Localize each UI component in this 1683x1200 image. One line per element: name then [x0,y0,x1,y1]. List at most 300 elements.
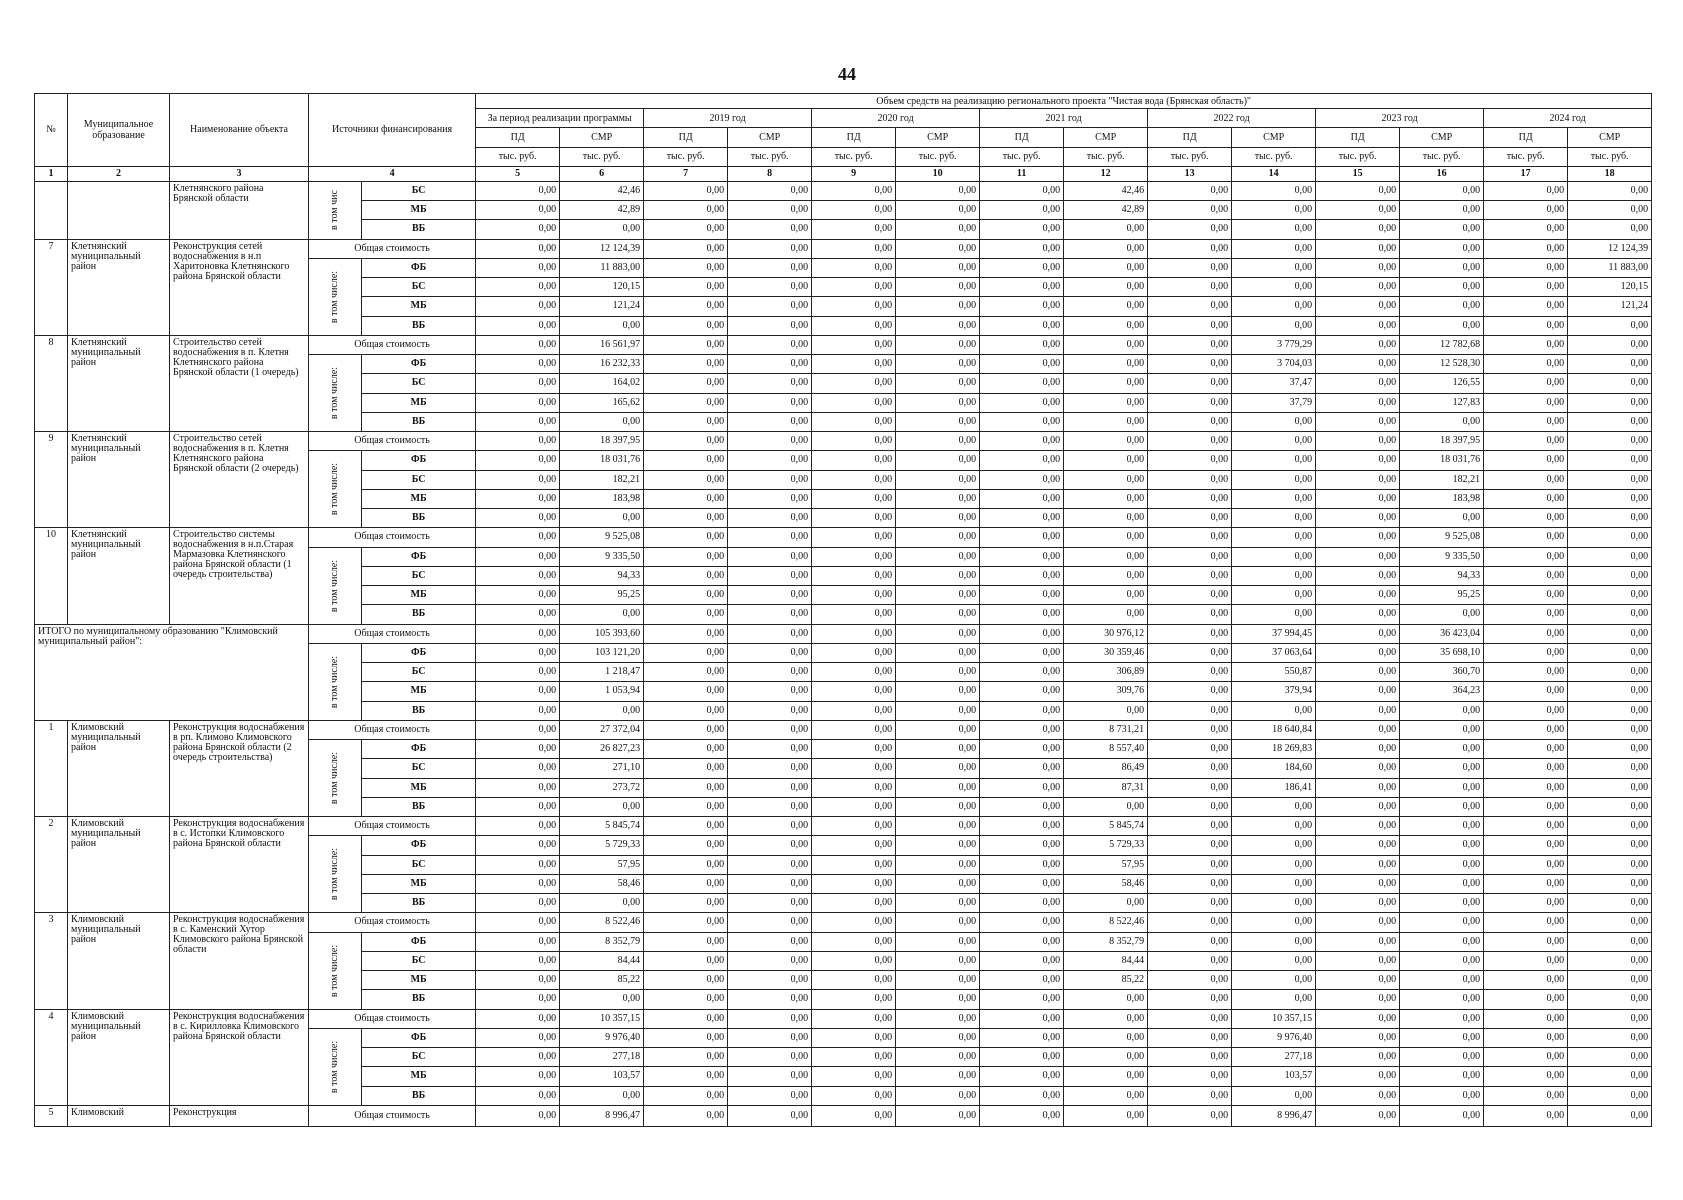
source-code: ФБ [362,547,476,566]
source-code: МБ [362,489,476,508]
source-code: БС [362,855,476,874]
municipality-cell: Климовский муниципальный район [68,1009,170,1105]
value-cell: 0,00 [1484,335,1568,354]
row-number: 7 [35,239,68,335]
financing-table-container [34,93,1652,1127]
value-cell: 0,00 [728,278,812,297]
value-cell: 0,00 [728,1009,812,1028]
value-cell: 8 996,47 [560,1105,644,1126]
value-cell: 87,31 [1064,778,1148,797]
value-cell: 0,00 [896,432,980,451]
value-cell: 0,00 [1568,201,1652,220]
value-cell: 0,00 [560,605,644,624]
value-cell: 0,00 [896,586,980,605]
value-cell: 0,00 [644,778,728,797]
value-cell: 0,00 [1484,355,1568,374]
value-cell: 0,00 [980,335,1064,354]
value-cell: 0,00 [1148,836,1232,855]
value-cell: 0,00 [476,759,560,778]
value-cell: 0,00 [812,624,896,643]
in-total-text: в том числе: [329,270,341,323]
value-cell: 0,00 [1316,759,1400,778]
value-cell: 0,00 [1232,817,1316,836]
value-cell: 0,00 [728,393,812,412]
source-code: БС [362,566,476,585]
value-cell: 0,00 [896,643,980,662]
value-cell: 0,00 [476,951,560,970]
value-cell: 0,00 [728,201,812,220]
value-cell: 0,00 [980,566,1064,585]
header-unit: тыс. руб. [1400,147,1484,166]
value-cell: 0,00 [1484,278,1568,297]
value-cell: 95,25 [560,586,644,605]
source-code: МБ [362,1067,476,1086]
value-cell: 0,00 [980,470,1064,489]
value-cell: 0,00 [1484,547,1568,566]
value-cell: 0,00 [812,817,896,836]
source-code: МБ [362,297,476,316]
value-cell: 165,62 [560,393,644,412]
value-cell: 0,00 [644,971,728,990]
value-cell: 1 053,94 [560,682,644,701]
header-volume: Объем средств на реализацию регионального проекта "Чистая вода (Брянская область)" [476,94,1652,109]
value-cell: 0,00 [812,393,896,412]
row-number: 9 [35,432,68,528]
value-cell: 0,00 [644,374,728,393]
value-cell: 0,00 [728,913,812,932]
value-cell: 0,00 [1484,297,1568,316]
value-cell: 0,00 [1232,701,1316,720]
value-cell: 0,00 [1232,971,1316,990]
value-cell: 0,00 [980,932,1064,951]
value-cell: 0,00 [476,740,560,759]
value-cell: 309,76 [1064,682,1148,701]
value-cell: 0,00 [1316,874,1400,893]
source-code: БС [362,759,476,778]
in-total-vertical-label [309,258,362,335]
value-cell: 0,00 [980,297,1064,316]
in-total-vertical-label [309,836,362,913]
value-cell: 57,95 [560,855,644,874]
value-cell: 0,00 [980,201,1064,220]
value-cell: 360,70 [1400,663,1484,682]
value-cell: 0,00 [1232,951,1316,970]
value-cell: 0,00 [728,374,812,393]
value-cell: 0,00 [1064,278,1148,297]
value-cell: 0,00 [980,278,1064,297]
value-cell: 0,00 [728,258,812,277]
value-cell: 121,24 [560,297,644,316]
object-name-cell: Строительство сетей водоснабжения в п. Клетня Клетнянского района Брянской области (2 очередь) [170,432,309,528]
value-cell: 0,00 [1148,489,1232,508]
in-total-text: в том чис [329,190,341,231]
value-cell: 0,00 [1400,836,1484,855]
value-cell: 0,00 [644,547,728,566]
source-code: МБ [362,586,476,605]
value-cell: 0,00 [1316,624,1400,643]
value-cell: 0,00 [1148,605,1232,624]
header-period: 2024 год [1484,109,1652,128]
value-cell: 18 269,83 [1232,740,1316,759]
value-cell: 42,46 [1064,181,1148,200]
value-cell: 0,00 [476,239,560,258]
header-sources: Источники финансирования [309,94,476,167]
value-cell: 0,00 [1316,720,1400,739]
value-cell: 94,33 [560,566,644,585]
value-cell: 0,00 [476,1009,560,1028]
value-cell: 0,00 [980,1086,1064,1105]
value-cell: 0,00 [1400,1105,1484,1126]
value-cell: 0,00 [1316,951,1400,970]
header-smr: СМР [1064,128,1148,147]
value-cell: 0,00 [1064,1009,1148,1028]
header-col-number: 17 [1484,166,1568,181]
source-code: БС [362,663,476,682]
value-cell: 0,00 [1484,663,1568,682]
value-cell: 0,00 [728,297,812,316]
value-cell: 0,00 [1232,181,1316,200]
value-cell: 0,00 [476,913,560,932]
value-cell: 0,00 [728,778,812,797]
table-row [35,624,1652,643]
value-cell: 0,00 [1400,220,1484,239]
value-cell: 8 731,21 [1064,720,1148,739]
value-cell: 35 698,10 [1400,643,1484,662]
value-cell: 0,00 [1064,220,1148,239]
value-cell: 0,00 [476,355,560,374]
value-cell: 36 423,04 [1400,624,1484,643]
value-cell: 0,00 [1568,393,1652,412]
value-cell: 0,00 [1148,1067,1232,1086]
value-cell: 0,00 [812,451,896,470]
value-cell: 0,00 [1316,605,1400,624]
value-cell: 0,00 [812,181,896,200]
value-cell: 0,00 [1316,1105,1400,1126]
value-cell: 0,00 [476,220,560,239]
header-unit: тыс. руб. [1568,147,1652,166]
value-cell: 0,00 [476,470,560,489]
value-cell: 0,00 [1400,990,1484,1009]
header-col-number: 3 [170,166,309,181]
value-cell: 0,00 [476,836,560,855]
value-cell: 0,00 [980,1009,1064,1028]
value-cell: 364,23 [1400,682,1484,701]
header-column-numbers-row [35,166,1652,181]
value-cell: 0,00 [980,220,1064,239]
object-name-cell: Строительство сетей водоснабжения в п. Клетня Клетнянского района Брянской области (1 очередь) [170,335,309,431]
value-cell: 0,00 [980,759,1064,778]
value-cell: 27 372,04 [560,720,644,739]
row-number: 3 [35,913,68,1009]
value-cell: 0,00 [560,797,644,816]
value-cell: 0,00 [1484,817,1568,836]
source-total-label: Общая стоимость [309,1009,476,1028]
value-cell: 0,00 [644,663,728,682]
value-cell: 0,00 [476,894,560,913]
value-cell: 0,00 [644,489,728,508]
value-cell: 120,15 [560,278,644,297]
value-cell: 8 522,46 [560,913,644,932]
value-cell: 0,00 [1232,932,1316,951]
value-cell: 0,00 [644,701,728,720]
value-cell: 0,00 [1568,817,1652,836]
value-cell: 0,00 [812,489,896,508]
header-unit: тыс. руб. [980,147,1064,166]
value-cell: 0,00 [812,528,896,547]
value-cell: 8 996,47 [1232,1105,1316,1126]
value-cell: 0,00 [476,528,560,547]
value-cell: 12 528,30 [1400,355,1484,374]
value-cell: 0,00 [644,335,728,354]
value-cell: 0,00 [1568,374,1652,393]
value-cell: 0,00 [1568,1105,1652,1126]
value-cell: 0,00 [812,297,896,316]
value-cell: 0,00 [812,797,896,816]
value-cell: 0,00 [1568,355,1652,374]
header-period: 2021 год [980,109,1148,128]
in-total-vertical-label [309,932,362,1009]
value-cell: 0,00 [980,451,1064,470]
value-cell: 0,00 [980,528,1064,547]
value-cell: 0,00 [812,1009,896,1028]
header-pd: ПД [1316,128,1400,147]
municipality-cell: Клетнянский муниципальный район [68,432,170,528]
value-cell: 30 359,46 [1064,643,1148,662]
row-number [35,181,68,239]
value-cell: 0,00 [896,1028,980,1047]
value-cell: 0,00 [1148,1009,1232,1028]
value-cell: 0,00 [1148,1105,1232,1126]
source-code: ВБ [362,220,476,239]
value-cell: 0,00 [644,932,728,951]
value-cell: 0,00 [896,951,980,970]
value-cell: 0,00 [728,740,812,759]
header-smr: СМР [560,128,644,147]
value-cell: 58,46 [1064,874,1148,893]
value-cell: 0,00 [644,566,728,585]
source-code: БС [362,374,476,393]
value-cell: 0,00 [644,720,728,739]
value-cell: 0,00 [1064,316,1148,335]
header-municipality: Муниципальное образование [68,94,170,167]
value-cell: 1 218,47 [560,663,644,682]
header-period: 2019 год [644,109,812,128]
value-cell: 37 063,64 [1232,643,1316,662]
value-cell: 182,21 [1400,470,1484,489]
value-cell: 16 561,97 [560,335,644,354]
value-cell: 0,00 [1484,470,1568,489]
value-cell: 0,00 [476,874,560,893]
value-cell: 0,00 [812,643,896,662]
value-cell: 0,00 [476,201,560,220]
value-cell: 103,57 [1232,1067,1316,1086]
source-code: ВБ [362,894,476,913]
value-cell: 0,00 [1064,239,1148,258]
in-total-text: в том числе: [329,559,341,612]
value-cell: 0,00 [644,740,728,759]
value-cell: 277,18 [560,1048,644,1067]
object-name-cell: Реконструкция сетей водоснабжения в н.п Харитоновка Клетнянского района Брянской области [170,239,309,335]
source-code: ФБ [362,836,476,855]
value-cell: 0,00 [1064,1086,1148,1105]
value-cell: 0,00 [1400,894,1484,913]
value-cell: 0,00 [1232,412,1316,431]
value-cell: 0,00 [1064,335,1148,354]
value-cell: 0,00 [1400,605,1484,624]
value-cell: 0,00 [980,951,1064,970]
value-cell: 0,00 [812,740,896,759]
value-cell: 0,00 [1232,566,1316,585]
source-total-label: Общая стоимость [309,528,476,547]
value-cell: 0,00 [1400,1048,1484,1067]
value-cell: 0,00 [980,971,1064,990]
value-cell: 0,00 [644,759,728,778]
value-cell: 0,00 [1484,971,1568,990]
value-cell: 0,00 [1568,586,1652,605]
source-total-label: Общая стоимость [309,720,476,739]
value-cell: 0,00 [1400,239,1484,258]
value-cell: 0,00 [1400,817,1484,836]
value-cell: 306,89 [1064,663,1148,682]
value-cell: 0,00 [1148,393,1232,412]
value-cell: 0,00 [644,1009,728,1028]
value-cell: 84,44 [560,951,644,970]
value-cell: 0,00 [1484,586,1568,605]
value-cell: 0,00 [980,643,1064,662]
value-cell: 0,00 [812,220,896,239]
value-cell: 0,00 [1064,470,1148,489]
value-cell: 0,00 [896,817,980,836]
municipality-cell: Климовский [68,1105,170,1126]
value-cell: 26 827,23 [560,740,644,759]
value-cell: 0,00 [980,701,1064,720]
value-cell: 0,00 [1148,547,1232,566]
value-cell: 0,00 [560,509,644,528]
header-col-number: 7 [644,166,728,181]
value-cell: 0,00 [644,355,728,374]
value-cell: 0,00 [1568,1048,1652,1067]
value-cell: 0,00 [1568,489,1652,508]
value-cell: 0,00 [1148,817,1232,836]
value-cell: 0,00 [980,316,1064,335]
value-cell: 0,00 [1484,201,1568,220]
value-cell: 0,00 [1148,797,1232,816]
value-cell: 103 121,20 [560,643,644,662]
value-cell: 0,00 [896,1067,980,1086]
value-cell: 0,00 [1232,220,1316,239]
value-cell: 0,00 [980,355,1064,374]
value-cell: 0,00 [1316,894,1400,913]
value-cell: 0,00 [1316,932,1400,951]
value-cell: 0,00 [812,1086,896,1105]
value-cell: 0,00 [980,778,1064,797]
in-total-text: в том числе: [329,463,341,516]
value-cell: 0,00 [1316,297,1400,316]
value-cell: 0,00 [1400,278,1484,297]
value-cell: 0,00 [1148,740,1232,759]
in-total-vertical-label [309,355,362,432]
header-period: За период реализации программы [476,109,644,128]
total-label: ИТОГО по муниципальному образованию "Климовский муниципальный район": [35,624,309,720]
value-cell: 0,00 [1316,335,1400,354]
value-cell: 0,00 [1232,451,1316,470]
table-row [35,1009,1652,1028]
value-cell: 0,00 [980,1067,1064,1086]
header-pd: ПД [1484,128,1568,147]
value-cell: 0,00 [1400,201,1484,220]
value-cell: 0,00 [728,1067,812,1086]
value-cell: 0,00 [1064,586,1148,605]
value-cell: 0,00 [812,201,896,220]
value-cell: 0,00 [1568,220,1652,239]
value-cell: 0,00 [644,201,728,220]
object-name-cell: Клетнянского района Брянской области [170,181,309,239]
value-cell: 0,00 [1232,509,1316,528]
value-cell: 0,00 [1484,932,1568,951]
value-cell: 0,00 [1484,682,1568,701]
value-cell: 18 031,76 [560,451,644,470]
in-total-text: в том числе: [329,366,341,420]
value-cell: 0,00 [476,451,560,470]
source-code: ВБ [362,990,476,1009]
value-cell: 0,00 [896,470,980,489]
value-cell: 0,00 [896,797,980,816]
source-code: БС [362,951,476,970]
value-cell: 0,00 [644,1086,728,1105]
value-cell: 550,87 [1232,663,1316,682]
value-cell: 0,00 [980,682,1064,701]
header-col-number: 10 [896,166,980,181]
header-unit: тыс. руб. [1064,147,1148,166]
value-cell: 0,00 [896,1086,980,1105]
value-cell: 0,00 [1316,1086,1400,1105]
value-cell: 0,00 [1568,605,1652,624]
header-pd: ПД [1148,128,1232,147]
source-total-label: Общая стоимость [309,817,476,836]
source-code: ФБ [362,258,476,277]
value-cell: 0,00 [812,355,896,374]
value-cell: 0,00 [896,412,980,431]
source-total-label: Общая стоимость [309,239,476,258]
value-cell: 0,00 [1316,374,1400,393]
value-cell: 0,00 [812,971,896,990]
value-cell: 0,00 [1484,220,1568,239]
value-cell: 184,60 [1232,759,1316,778]
municipality-cell [68,181,170,239]
value-cell: 8 522,46 [1064,913,1148,932]
value-cell: 0,00 [1316,393,1400,412]
value-cell: 0,00 [644,1048,728,1067]
value-cell: 0,00 [1316,528,1400,547]
value-cell: 0,00 [980,990,1064,1009]
value-cell: 0,00 [476,316,560,335]
value-cell: 0,00 [1400,720,1484,739]
value-cell: 0,00 [1148,220,1232,239]
value-cell: 0,00 [1400,797,1484,816]
value-cell: 0,00 [644,393,728,412]
source-code: ФБ [362,1028,476,1047]
value-cell: 0,00 [476,432,560,451]
value-cell: 0,00 [1484,509,1568,528]
value-cell: 0,00 [1064,547,1148,566]
value-cell: 0,00 [476,778,560,797]
value-cell: 0,00 [728,489,812,508]
value-cell: 0,00 [980,239,1064,258]
value-cell: 0,00 [1484,316,1568,335]
value-cell: 0,00 [1232,201,1316,220]
value-cell: 0,00 [1148,990,1232,1009]
value-cell: 0,00 [1148,913,1232,932]
